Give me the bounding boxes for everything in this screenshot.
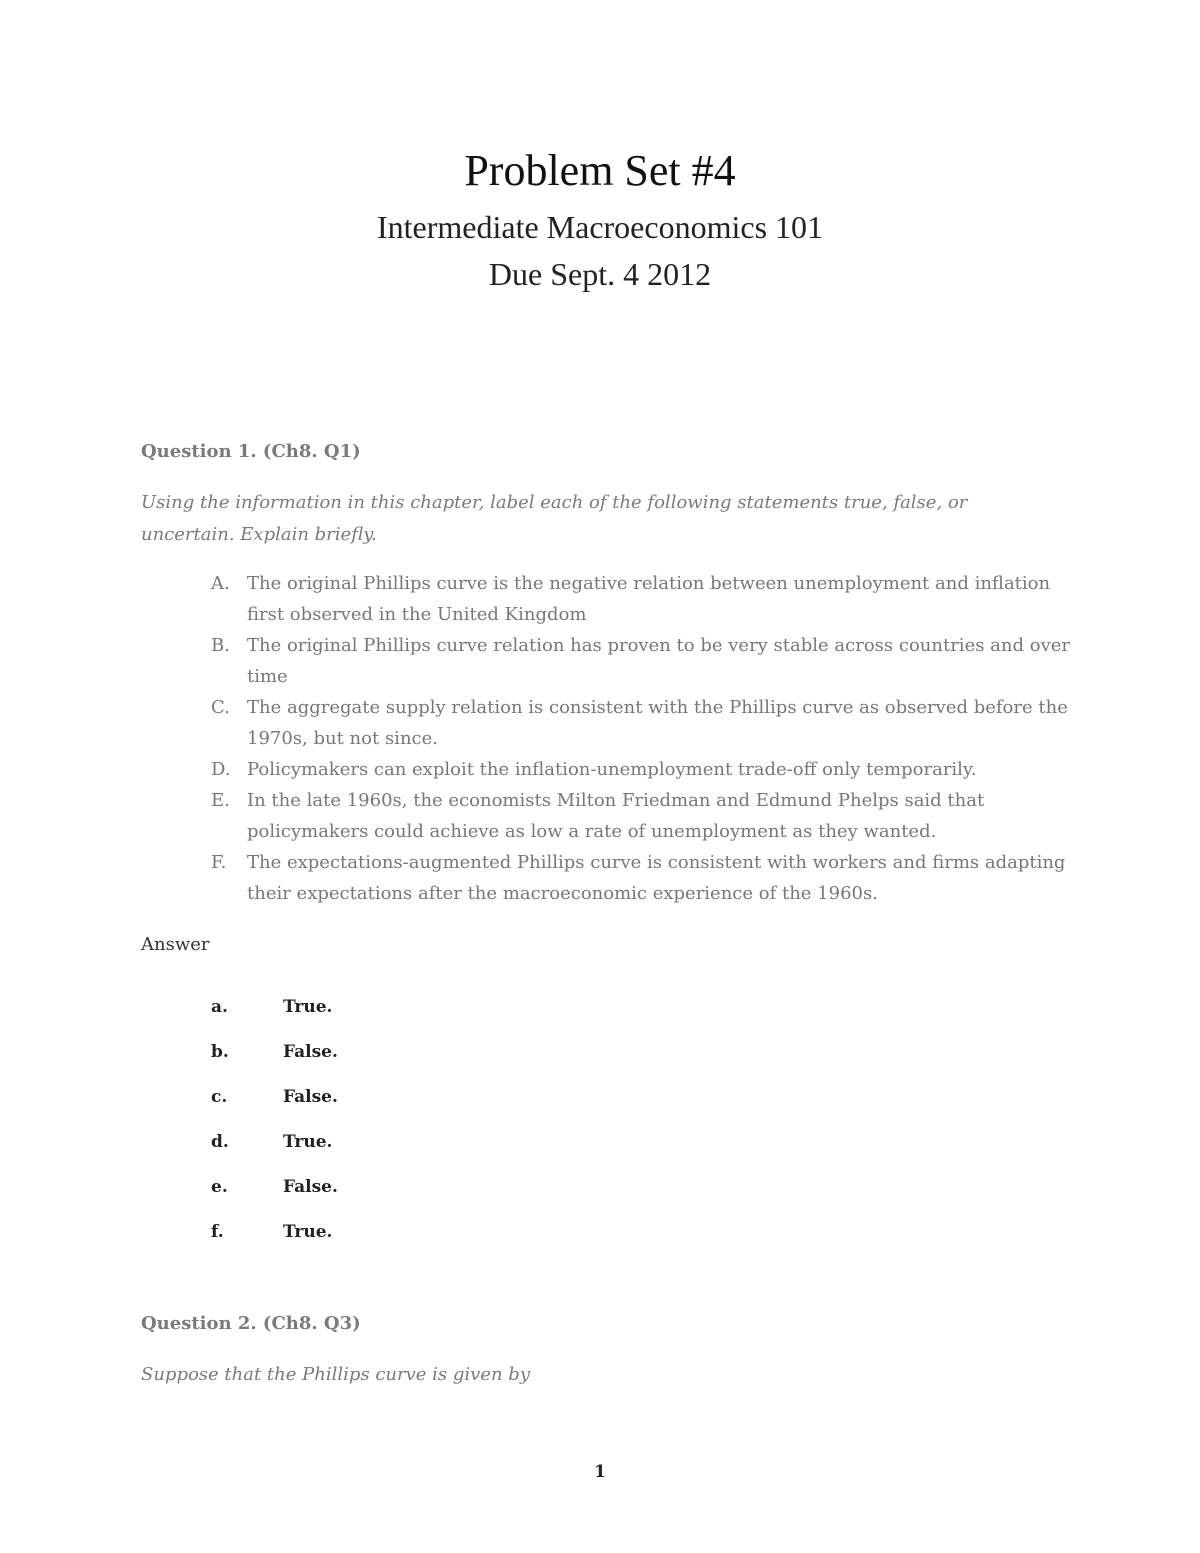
course-name: Intermediate Macroeconomics 101 xyxy=(376,209,824,245)
due-date: Due Sept. 4 2012 xyxy=(488,256,712,292)
statement-item xyxy=(211,785,1071,847)
statement-text: The aggregate supply relation is consistent with the Phillips curve as observed before the 1970s, but not since. xyxy=(247,697,1068,749)
statement-item xyxy=(211,754,1071,785)
answer-value: False. xyxy=(283,1177,338,1197)
answer-item xyxy=(211,992,338,1037)
answer-letter: b. xyxy=(211,1042,229,1062)
statement-text: The expectations-augmented Phillips curve is consistent with workers and firms adapting their expectations after the macroeconomic experience of the 1960s. xyxy=(247,852,1066,904)
statement-text: In the late 1960s, the economists Milton Friedman and Edmund Phelps said that policymakers could achieve as low a rate of unemployment as they wanted. xyxy=(247,790,985,842)
answer-item xyxy=(211,1172,338,1217)
statement-item xyxy=(211,692,1071,754)
answer-value: False. xyxy=(283,1087,338,1107)
question-1-prompt: Using the information in this chapter, label each of the following statements true, false, or uncertain. Explain briefly. xyxy=(141,492,968,545)
question-1-heading: Question 1. (Ch8. Q1) xyxy=(141,441,361,462)
page-number: 1 xyxy=(594,1462,606,1482)
answer-label: Answer xyxy=(141,934,210,955)
statement-letter: F. xyxy=(211,852,227,873)
statement-letter: C. xyxy=(211,697,230,718)
document-title: Problem Set #4 xyxy=(464,146,736,195)
answer-item xyxy=(211,1082,338,1127)
answer-list xyxy=(211,992,338,1262)
answer-item xyxy=(211,1127,338,1172)
answer-letter: e. xyxy=(211,1177,228,1197)
answer-letter: a. xyxy=(211,997,228,1017)
statement-text: The original Phillips curve relation has proven to be very stable across countries and over time xyxy=(247,635,1071,687)
answer-value: True. xyxy=(283,997,333,1017)
statement-item xyxy=(211,630,1071,692)
statement-letter: B. xyxy=(211,635,230,656)
question-1-statements xyxy=(211,568,1071,909)
answer-item xyxy=(211,1037,338,1082)
statement-letter: D. xyxy=(211,759,231,780)
statement-letter: E. xyxy=(211,790,230,811)
answer-item xyxy=(211,1217,338,1262)
answer-letter: f. xyxy=(211,1222,224,1242)
question-2-heading: Question 2. (Ch8. Q3) xyxy=(141,1313,361,1334)
question-2-prompt: Suppose that the Phillips curve is given by xyxy=(141,1364,530,1385)
answer-letter: d. xyxy=(211,1132,229,1152)
answer-value: True. xyxy=(283,1222,333,1242)
statement-text: The original Phillips curve is the negative relation between unemployment and inflation first observed in the United Kingdom xyxy=(247,573,1051,625)
statement-item xyxy=(211,847,1071,909)
answer-value: False. xyxy=(283,1042,338,1062)
statement-letter: A. xyxy=(211,573,230,594)
statement-item xyxy=(211,568,1071,630)
answer-letter: c. xyxy=(211,1087,228,1107)
statement-text: Policymakers can exploit the inflation-unemployment trade-off only temporarily. xyxy=(247,759,977,780)
answer-value: True. xyxy=(283,1132,333,1152)
